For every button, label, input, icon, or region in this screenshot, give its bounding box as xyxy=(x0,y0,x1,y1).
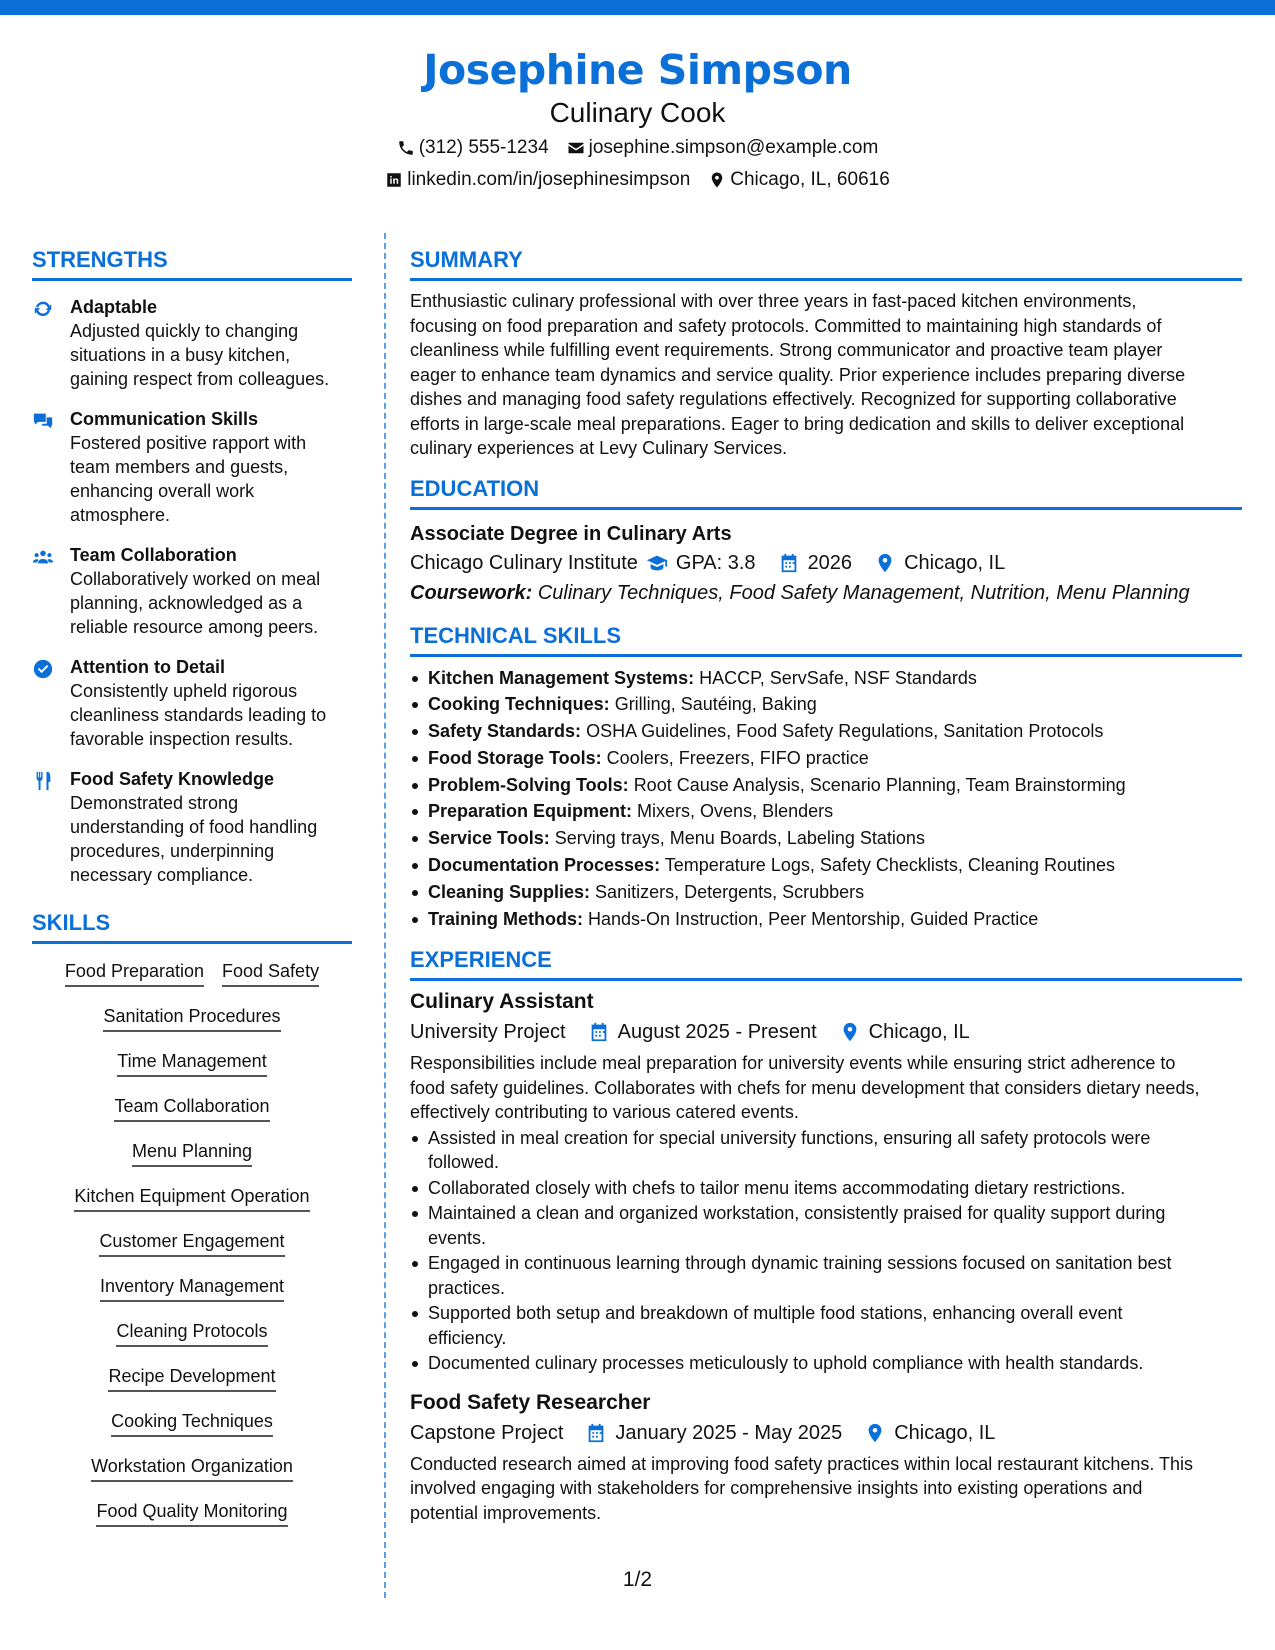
degree-title: Associate Degree in Culinary Arts xyxy=(410,522,732,545)
summary-line: dishes and managing food safety regulations effectively. Recognized for supporting collaborative xyxy=(410,389,1177,409)
strength-title: Communication Skills xyxy=(70,409,259,429)
job-description-line: Conducted research aimed at improving food safety practices within local restaurant kitchens. This xyxy=(410,1453,1194,1474)
gpa-text: GPA: 3.8 xyxy=(675,551,756,574)
technical-skill-label: Training Methods: xyxy=(428,908,583,929)
education-location: Chicago, IL xyxy=(904,551,1006,574)
skill-tag: Time Management xyxy=(117,1048,266,1077)
strength-description-line: Consistently upheld rigorous xyxy=(70,681,298,701)
job-bullet-line: Supported both setup and breakdown of multiple food stations, enhancing overall event xyxy=(428,1303,1123,1324)
technical-skill-label: Service Tools: xyxy=(428,828,550,849)
job-description-line: food safety guidelines. Collaborates with chefs for menu development that considers dietary needs, xyxy=(410,1077,1200,1098)
skill-tag: Food Safety xyxy=(222,958,319,987)
job-meta xyxy=(410,1418,1242,1448)
experience-heading: EXPERIENCE xyxy=(410,946,1242,981)
skill-row xyxy=(32,958,352,1003)
job-description-line: potential improvements. xyxy=(410,1502,602,1523)
job-location: Chicago, IL xyxy=(894,1421,996,1444)
chat-bubbles-icon xyxy=(32,410,54,432)
graduation-cap-icon xyxy=(646,552,668,574)
summary-line: culinary experiences at Levy Culinary Services. xyxy=(410,438,788,458)
location-text: Chicago, IL, 60616 xyxy=(730,169,890,190)
job-dates: August 2025 - Present xyxy=(617,1021,817,1044)
strength-item xyxy=(32,655,352,751)
skill-tag: Customer Engagement xyxy=(99,1228,284,1257)
school-name: Chicago Culinary Institute xyxy=(410,551,638,574)
job-bullet-line: Collaborated closely with chefs to tailor menu items accommodating dietary restrictions. xyxy=(428,1177,1126,1198)
job-description-line: Responsibilities include meal preparation for university events while ensuring strict adherence to xyxy=(410,1053,1176,1074)
job-bullet xyxy=(410,1176,1242,1201)
strength-body xyxy=(70,767,352,887)
skill-row xyxy=(32,1138,352,1183)
strength-description-line: atmosphere. xyxy=(70,505,171,525)
job-bullet-line: events. xyxy=(428,1227,487,1248)
technical-skill-item xyxy=(410,745,1242,772)
technical-skill-item xyxy=(410,772,1242,799)
technical-skill-value: HACCP, ServSafe, NSF Standards xyxy=(699,667,977,688)
technical-skill-value: OSHA Guidelines, Food Safety Regulations, Sanitation Protocols xyxy=(586,721,1104,742)
job-bullet xyxy=(410,1126,1242,1175)
map-pin-icon xyxy=(874,552,896,574)
skill-row xyxy=(32,1228,352,1273)
technical-skill-item xyxy=(410,906,1242,933)
coursework xyxy=(410,578,1242,608)
technical-skill-label: Kitchen Management Systems: xyxy=(428,667,695,688)
strength-body xyxy=(70,407,352,527)
technical-skill-value: Temperature Logs, Safety Checklists, Cleaning Routines xyxy=(664,855,1115,876)
job-bullet xyxy=(410,1251,1242,1300)
strength-title: Food Safety Knowledge xyxy=(70,769,275,789)
technical-skill-value: Grilling, Sautéing, Baking xyxy=(614,694,817,715)
strength-description-line: Adjusted quickly to changing xyxy=(70,321,299,341)
job-meta xyxy=(410,1017,1242,1047)
job-organization: University Project xyxy=(410,1021,566,1044)
top-accent-bar xyxy=(0,0,1275,15)
technical-skill-value: Serving trays, Menu Boards, Labeling Stations xyxy=(554,828,925,849)
map-pin-icon xyxy=(839,1021,861,1043)
job-bullet-line: Engaged in continuous learning through dynamic training sessions focused on sanitation best xyxy=(428,1253,1172,1274)
summary-line: eager to enhance team dynamics and service quality. Prior experience includes preparing diverse xyxy=(410,364,1186,385)
strength-description-line: procedures, underpinning xyxy=(70,841,275,861)
job-bullet xyxy=(410,1301,1242,1350)
technical-skill-item xyxy=(410,825,1242,852)
location-contact xyxy=(708,164,890,196)
strength-description-line: Fostered positive rapport with xyxy=(70,433,307,453)
skill-tag: Inventory Management xyxy=(100,1273,284,1302)
education-heading: EDUCATION xyxy=(410,475,1242,510)
job-title: Food Safety Researcher xyxy=(410,1390,651,1414)
skill-tag: Cleaning Protocols xyxy=(116,1318,267,1347)
check-circle-icon xyxy=(32,658,54,680)
skill-row xyxy=(32,1453,352,1498)
job-dates: January 2025 - May 2025 xyxy=(615,1421,843,1444)
summary-text xyxy=(410,289,1242,461)
job-description-line: involved engaging with stakeholders for comprehensive insights into existing operations and xyxy=(410,1478,1143,1499)
job-bullet-line: followed. xyxy=(428,1152,500,1173)
candidate-name: Josephine Simpson xyxy=(423,46,852,94)
left-column xyxy=(32,246,352,1543)
linkedin-contact[interactable] xyxy=(385,164,690,196)
technical-skill-item xyxy=(410,718,1242,745)
sync-icon xyxy=(32,298,54,320)
skill-tag: Cooking Techniques xyxy=(111,1408,273,1437)
contact-row-2 xyxy=(0,164,1275,196)
strength-description-line: enhancing overall work xyxy=(70,481,255,501)
job-location: Chicago, IL xyxy=(868,1021,970,1044)
job-description-line: effectively contributing to various catered events. xyxy=(410,1102,799,1123)
experience-list xyxy=(410,987,1242,1525)
strength-title: Adaptable xyxy=(70,297,158,317)
skill-row xyxy=(32,1318,352,1363)
technical-skill-value: Hands-On Instruction, Peer Mentorship, Guided Practice xyxy=(588,908,1039,929)
strength-description-line: reliable resource among peers. xyxy=(70,617,319,637)
strength-item xyxy=(32,543,352,639)
technical-skill-value: Coolers, Freezers, FIFO practice xyxy=(606,747,869,768)
strength-title: Attention to Detail xyxy=(70,657,225,677)
strength-icon-wrap xyxy=(32,407,70,527)
education-meta xyxy=(410,548,1242,578)
technical-skill-value: Root Cause Analysis, Scenario Planning, Team Brainstorming xyxy=(633,774,1126,795)
summary-line: Enthusiastic culinary professional with over three years in fast-paced kitchen environments, xyxy=(410,291,1137,311)
technical-skill-label: Problem-Solving Tools: xyxy=(428,774,629,795)
job-description xyxy=(410,1452,1242,1526)
strengths-list xyxy=(32,295,352,887)
job-bullet-line: Maintained a clean and organized workstation, consistently praised for quality support during xyxy=(428,1203,1166,1224)
summary-line: focusing on food preparation and safety protocols. Committed to maintaining high standards of xyxy=(410,315,1162,336)
technical-skill-label: Safety Standards: xyxy=(428,721,582,742)
technical-skill-label: Cooking Techniques: xyxy=(428,694,610,715)
technical-skill-label: Cleaning Supplies: xyxy=(428,881,591,902)
skills-heading: SKILLS xyxy=(32,909,352,944)
technical-skill-label: Food Storage Tools: xyxy=(428,747,602,768)
strength-description-line: planning, acknowledged as a xyxy=(70,593,303,613)
strength-description-line: necessary compliance. xyxy=(70,865,254,885)
users-icon xyxy=(32,546,54,568)
utensils-icon xyxy=(32,770,54,792)
strength-description-line: team members and guests, xyxy=(70,457,289,477)
candidate-title: Culinary Cook xyxy=(549,97,726,128)
calendar-icon xyxy=(778,552,800,574)
linkedin-icon xyxy=(385,171,403,189)
resume-header xyxy=(0,44,1275,196)
skill-tag: Recipe Development xyxy=(108,1363,275,1392)
technical-skills-list xyxy=(410,665,1242,933)
strength-title: Team Collaboration xyxy=(70,545,237,565)
strength-icon-wrap xyxy=(32,655,70,751)
job-bullet-line: efficiency. xyxy=(428,1327,507,1348)
experience-entry xyxy=(410,987,1242,1376)
job-bullet-line: Assisted in meal creation for special university functions, ensuring all safety protocols were xyxy=(428,1127,1151,1148)
job-bullet-line: Documented culinary processes meticulously to uphold compliance with health standards. xyxy=(428,1353,1144,1374)
summary-heading: SUMMARY xyxy=(410,246,1242,281)
graduation-year: 2026 xyxy=(807,551,853,574)
strength-item xyxy=(32,407,352,527)
job-bullet-line: practices. xyxy=(428,1277,506,1298)
skill-tag: Workstation Organization xyxy=(91,1453,293,1482)
skill-tag: Food Quality Monitoring xyxy=(96,1498,287,1527)
skill-tag: Kitchen Equipment Operation xyxy=(74,1183,309,1212)
job-bullets xyxy=(410,1126,1242,1376)
skill-row xyxy=(32,1363,352,1408)
skill-row xyxy=(32,1408,352,1453)
skill-row xyxy=(32,1498,352,1543)
strength-description-line: gaining respect from colleagues. xyxy=(70,369,330,389)
technical-skill-label: Preparation Equipment: xyxy=(428,801,633,822)
column-divider xyxy=(384,233,386,1598)
skill-row xyxy=(32,1003,352,1048)
skills-list xyxy=(32,958,352,1543)
strength-body xyxy=(70,295,352,391)
contact-row-1 xyxy=(0,132,1275,164)
skill-row xyxy=(32,1183,352,1228)
strength-description-line: situations in a busy kitchen, xyxy=(70,345,291,365)
coursework-label: Coursework: xyxy=(410,581,533,604)
technical-skill-label: Documentation Processes: xyxy=(428,855,661,876)
strength-body xyxy=(70,543,352,639)
map-pin-icon xyxy=(708,171,726,189)
map-pin-icon xyxy=(864,1422,886,1444)
technical-skill-item xyxy=(410,665,1242,692)
email-text[interactable]: josephine.simpson@example.com xyxy=(588,137,879,158)
technical-skill-item xyxy=(410,879,1242,906)
strength-description-line: cleanliness standards leading to xyxy=(70,705,327,725)
page-number: 1/2 xyxy=(622,1568,653,1591)
strength-description-line: Collaboratively worked on meal xyxy=(70,569,321,589)
phone-contact xyxy=(397,132,549,164)
technical-skill-value: Mixers, Ovens, Blenders xyxy=(637,801,834,822)
skill-row xyxy=(32,1273,352,1318)
strength-description-line: Demonstrated strong xyxy=(70,793,239,813)
skill-row xyxy=(32,1093,352,1138)
strength-body xyxy=(70,655,352,751)
technical-skill-item xyxy=(410,691,1242,718)
experience-entry xyxy=(410,1388,1242,1526)
job-organization: Capstone Project xyxy=(410,1421,564,1444)
job-bullet xyxy=(410,1351,1242,1376)
skill-row xyxy=(32,1048,352,1093)
strengths-heading: STRENGTHS xyxy=(32,246,352,281)
strength-item xyxy=(32,767,352,887)
phone-text: (312) 555-1234 xyxy=(418,137,549,158)
skill-tag: Team Collaboration xyxy=(114,1093,269,1122)
skill-tag: Sanitation Procedures xyxy=(103,1003,280,1032)
skill-tag: Food Preparation xyxy=(65,958,204,987)
summary-line: efforts in large-scale meal preparations. Eager to bring dedication and skills to deliver exceptional xyxy=(410,413,1185,434)
job-bullet xyxy=(410,1201,1242,1250)
technical-skill-item xyxy=(410,798,1242,825)
calendar-icon xyxy=(585,1422,607,1444)
technical-skills-heading: TECHNICAL SKILLS xyxy=(410,622,1242,657)
envelope-icon xyxy=(567,139,585,157)
calendar-icon xyxy=(588,1021,610,1043)
right-column xyxy=(410,246,1242,1525)
email-contact[interactable] xyxy=(567,132,879,164)
job-title: Culinary Assistant xyxy=(410,990,594,1014)
job-description xyxy=(410,1051,1242,1125)
strength-icon-wrap xyxy=(32,295,70,391)
summary-line: cleanliness while fulfilling event requirements. Strong communicator and proactive team player xyxy=(410,340,1163,360)
phone-icon xyxy=(397,139,415,157)
strength-description-line: favorable inspection results. xyxy=(70,729,294,749)
skill-tag: Menu Planning xyxy=(132,1138,252,1167)
strength-item xyxy=(32,295,352,391)
strength-icon-wrap xyxy=(32,767,70,887)
strength-icon-wrap xyxy=(32,543,70,639)
technical-skill-item xyxy=(410,852,1242,879)
linkedin-text[interactable]: linkedin.com/in/josephinesimpson xyxy=(407,169,691,190)
technical-skill-value: Sanitizers, Detergents, Scrubbers xyxy=(595,881,865,902)
strength-description-line: understanding of food handling xyxy=(70,817,318,837)
coursework-list: Culinary Techniques, Food Safety Management, Nutrition, Menu Planning xyxy=(537,581,1190,604)
